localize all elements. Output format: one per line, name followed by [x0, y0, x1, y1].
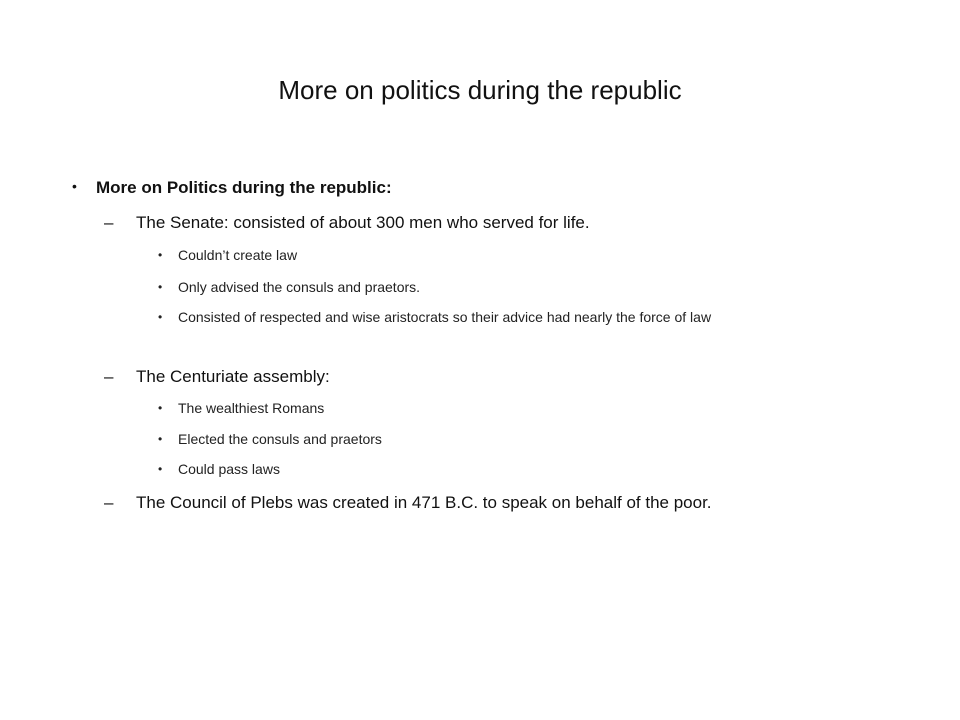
bullet-dot: • — [158, 248, 163, 262]
bullet-dot: • — [158, 432, 163, 446]
dash-marker: – — [104, 493, 114, 512]
centuriate-item-1: The wealthiest Romans — [178, 400, 325, 416]
senate-item-3: Consisted of respected and wise aristocrats so their advice had nearly the force of law — [178, 309, 712, 325]
dash-marker: – — [104, 367, 114, 386]
centuriate-text: The Centuriate assembly: — [136, 367, 330, 386]
dash-marker: – — [104, 213, 114, 232]
senate-item-2: Only advised the consuls and praetors. — [178, 279, 421, 295]
senate-text: The Senate: consisted of about 300 men who served for life. — [136, 213, 590, 232]
bullet-dot: • — [158, 401, 163, 415]
senate-item-1: Couldn’t create law — [178, 247, 298, 263]
bullet-dot: • — [158, 462, 163, 476]
bullet-dot: • — [72, 178, 77, 194]
bullet-dot: • — [158, 310, 163, 324]
plebs-text: The Council of Plebs was created in 471 B.C. to speak on behalf of the poor. — [136, 493, 712, 512]
section-heading: More on Politics during the republic: — [96, 178, 392, 197]
centuriate-item-3: Could pass laws — [178, 461, 280, 477]
bullet-dot: • — [158, 280, 163, 294]
centuriate-item-2: Elected the consuls and praetors — [178, 431, 382, 447]
slide-title: More on politics during the republic — [278, 75, 682, 105]
